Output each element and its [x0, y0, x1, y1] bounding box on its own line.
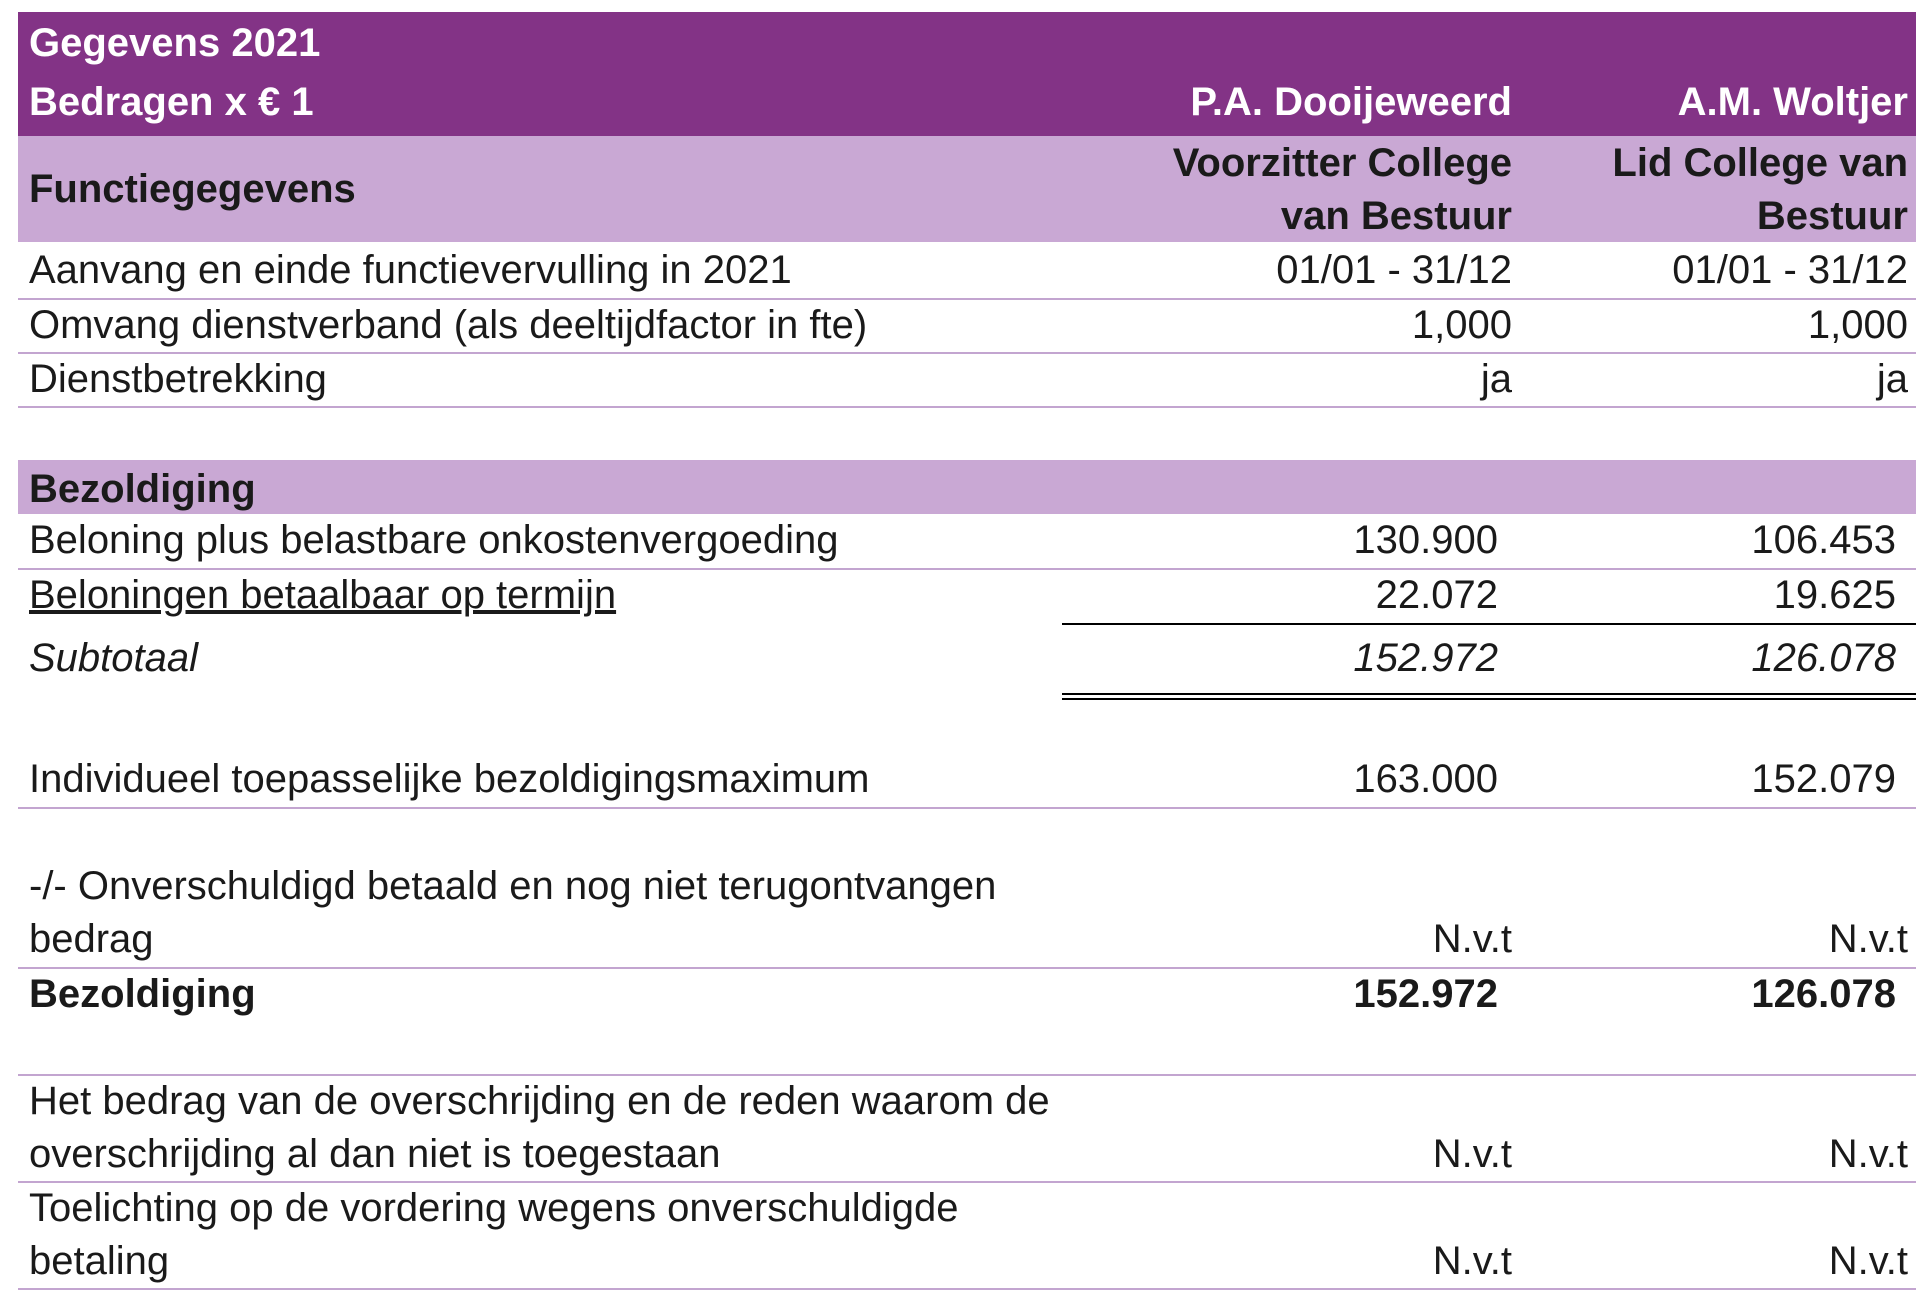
table-row — [18, 632, 1916, 686]
row-label: Beloning plus belastbare onkostenvergoeding — [29, 518, 839, 562]
bezoldiging-header — [18, 460, 1916, 514]
table-row — [18, 968, 1916, 1022]
row-value-2: 126.078 — [1751, 636, 1896, 680]
row-value-2: 106.453 — [1751, 518, 1896, 562]
double-rule-bottom — [1062, 698, 1916, 700]
table-row — [18, 753, 1916, 807]
table-row — [18, 1075, 1916, 1182]
subtotal-rule — [1062, 623, 1916, 625]
row-label: Dienstbetrekking — [29, 357, 327, 401]
table-row — [18, 569, 1916, 623]
table-row — [18, 299, 1916, 353]
row-value-1: ja — [1480, 357, 1512, 401]
row-label-line-2: bedrag — [29, 917, 154, 961]
role-1-line-2: van Bestuur — [1280, 194, 1512, 238]
double-rule-top — [1062, 693, 1916, 695]
row-value-2: 126.078 — [1751, 972, 1896, 1016]
row-label-line-2: overschrijding al dan niet is toegestaan — [29, 1132, 721, 1176]
row-value-1: 01/01 - 31/12 — [1276, 248, 1512, 292]
row-value-1: N.v.t — [1432, 1239, 1512, 1283]
functie-heading: Functiegegevens — [29, 167, 356, 211]
row-label-line-2: betaling — [29, 1239, 170, 1283]
row-label: Aanvang en einde functievervulling in 2021 — [29, 248, 792, 292]
row-label-line-1: Het bedrag van de overschrijding en de reden waarom de — [29, 1079, 1050, 1123]
bezoldiging-heading: Bezoldiging — [29, 467, 256, 511]
role-2-line-2: Bestuur — [1756, 194, 1908, 238]
row-value-2: N.v.t — [1828, 1132, 1908, 1176]
row-value-1: 152.972 — [1353, 636, 1498, 680]
header-unit: Bedragen x € 1 — [29, 80, 314, 124]
table-row — [18, 353, 1916, 407]
header-title: Gegevens 2021 — [29, 21, 321, 65]
table-row — [18, 1182, 1916, 1289]
row-value-2: 1,000 — [1807, 303, 1908, 347]
row-value-1: N.v.t — [1432, 917, 1512, 961]
functie-header — [18, 136, 1916, 242]
row-value-1: 22.072 — [1375, 573, 1498, 617]
row-divider — [18, 807, 1916, 809]
table-row — [18, 514, 1916, 568]
row-label: Omvang dienstverband (als deeltijdfactor in fte) — [29, 303, 868, 347]
row-value-2: ja — [1876, 357, 1908, 401]
row-label-line-1: Toelichting op de vordering wegens onverschuldigde — [29, 1186, 959, 1230]
table-header — [18, 12, 1916, 136]
row-value-2: 01/01 - 31/12 — [1672, 248, 1908, 292]
row-divider — [18, 1288, 1916, 1290]
row-divider — [18, 406, 1916, 408]
header-person-1: P.A. Dooijeweerd — [1190, 80, 1512, 124]
row-label: Bezoldiging — [29, 972, 256, 1016]
row-value-2: 152.079 — [1751, 757, 1896, 801]
row-label: Individueel toepasselijke bezoldigingsmaximum — [29, 757, 870, 801]
row-label: Subtotaal — [29, 636, 199, 680]
table-row — [18, 244, 1916, 298]
row-value-1: 1,000 — [1411, 303, 1512, 347]
row-value-1: N.v.t — [1432, 1132, 1512, 1176]
role-2-line-1: Lid College van — [1612, 141, 1908, 185]
row-label: Beloningen betaalbaar op termijn — [29, 573, 617, 617]
row-value-1: 130.900 — [1353, 518, 1498, 562]
row-value-1: 152.972 — [1353, 972, 1498, 1016]
row-value-1: 163.000 — [1353, 757, 1498, 801]
row-label-line-1: -/- Onverschuldigd betaald en nog niet terugontvangen — [29, 864, 997, 908]
row-value-2: 19.625 — [1773, 573, 1896, 617]
header-person-2: A.M. Woltjer — [1677, 80, 1908, 124]
role-1-line-1: Voorzitter College — [1172, 141, 1512, 185]
row-value-2: N.v.t — [1828, 1239, 1908, 1283]
table-row — [18, 860, 1916, 967]
row-value-2: N.v.t — [1828, 917, 1908, 961]
